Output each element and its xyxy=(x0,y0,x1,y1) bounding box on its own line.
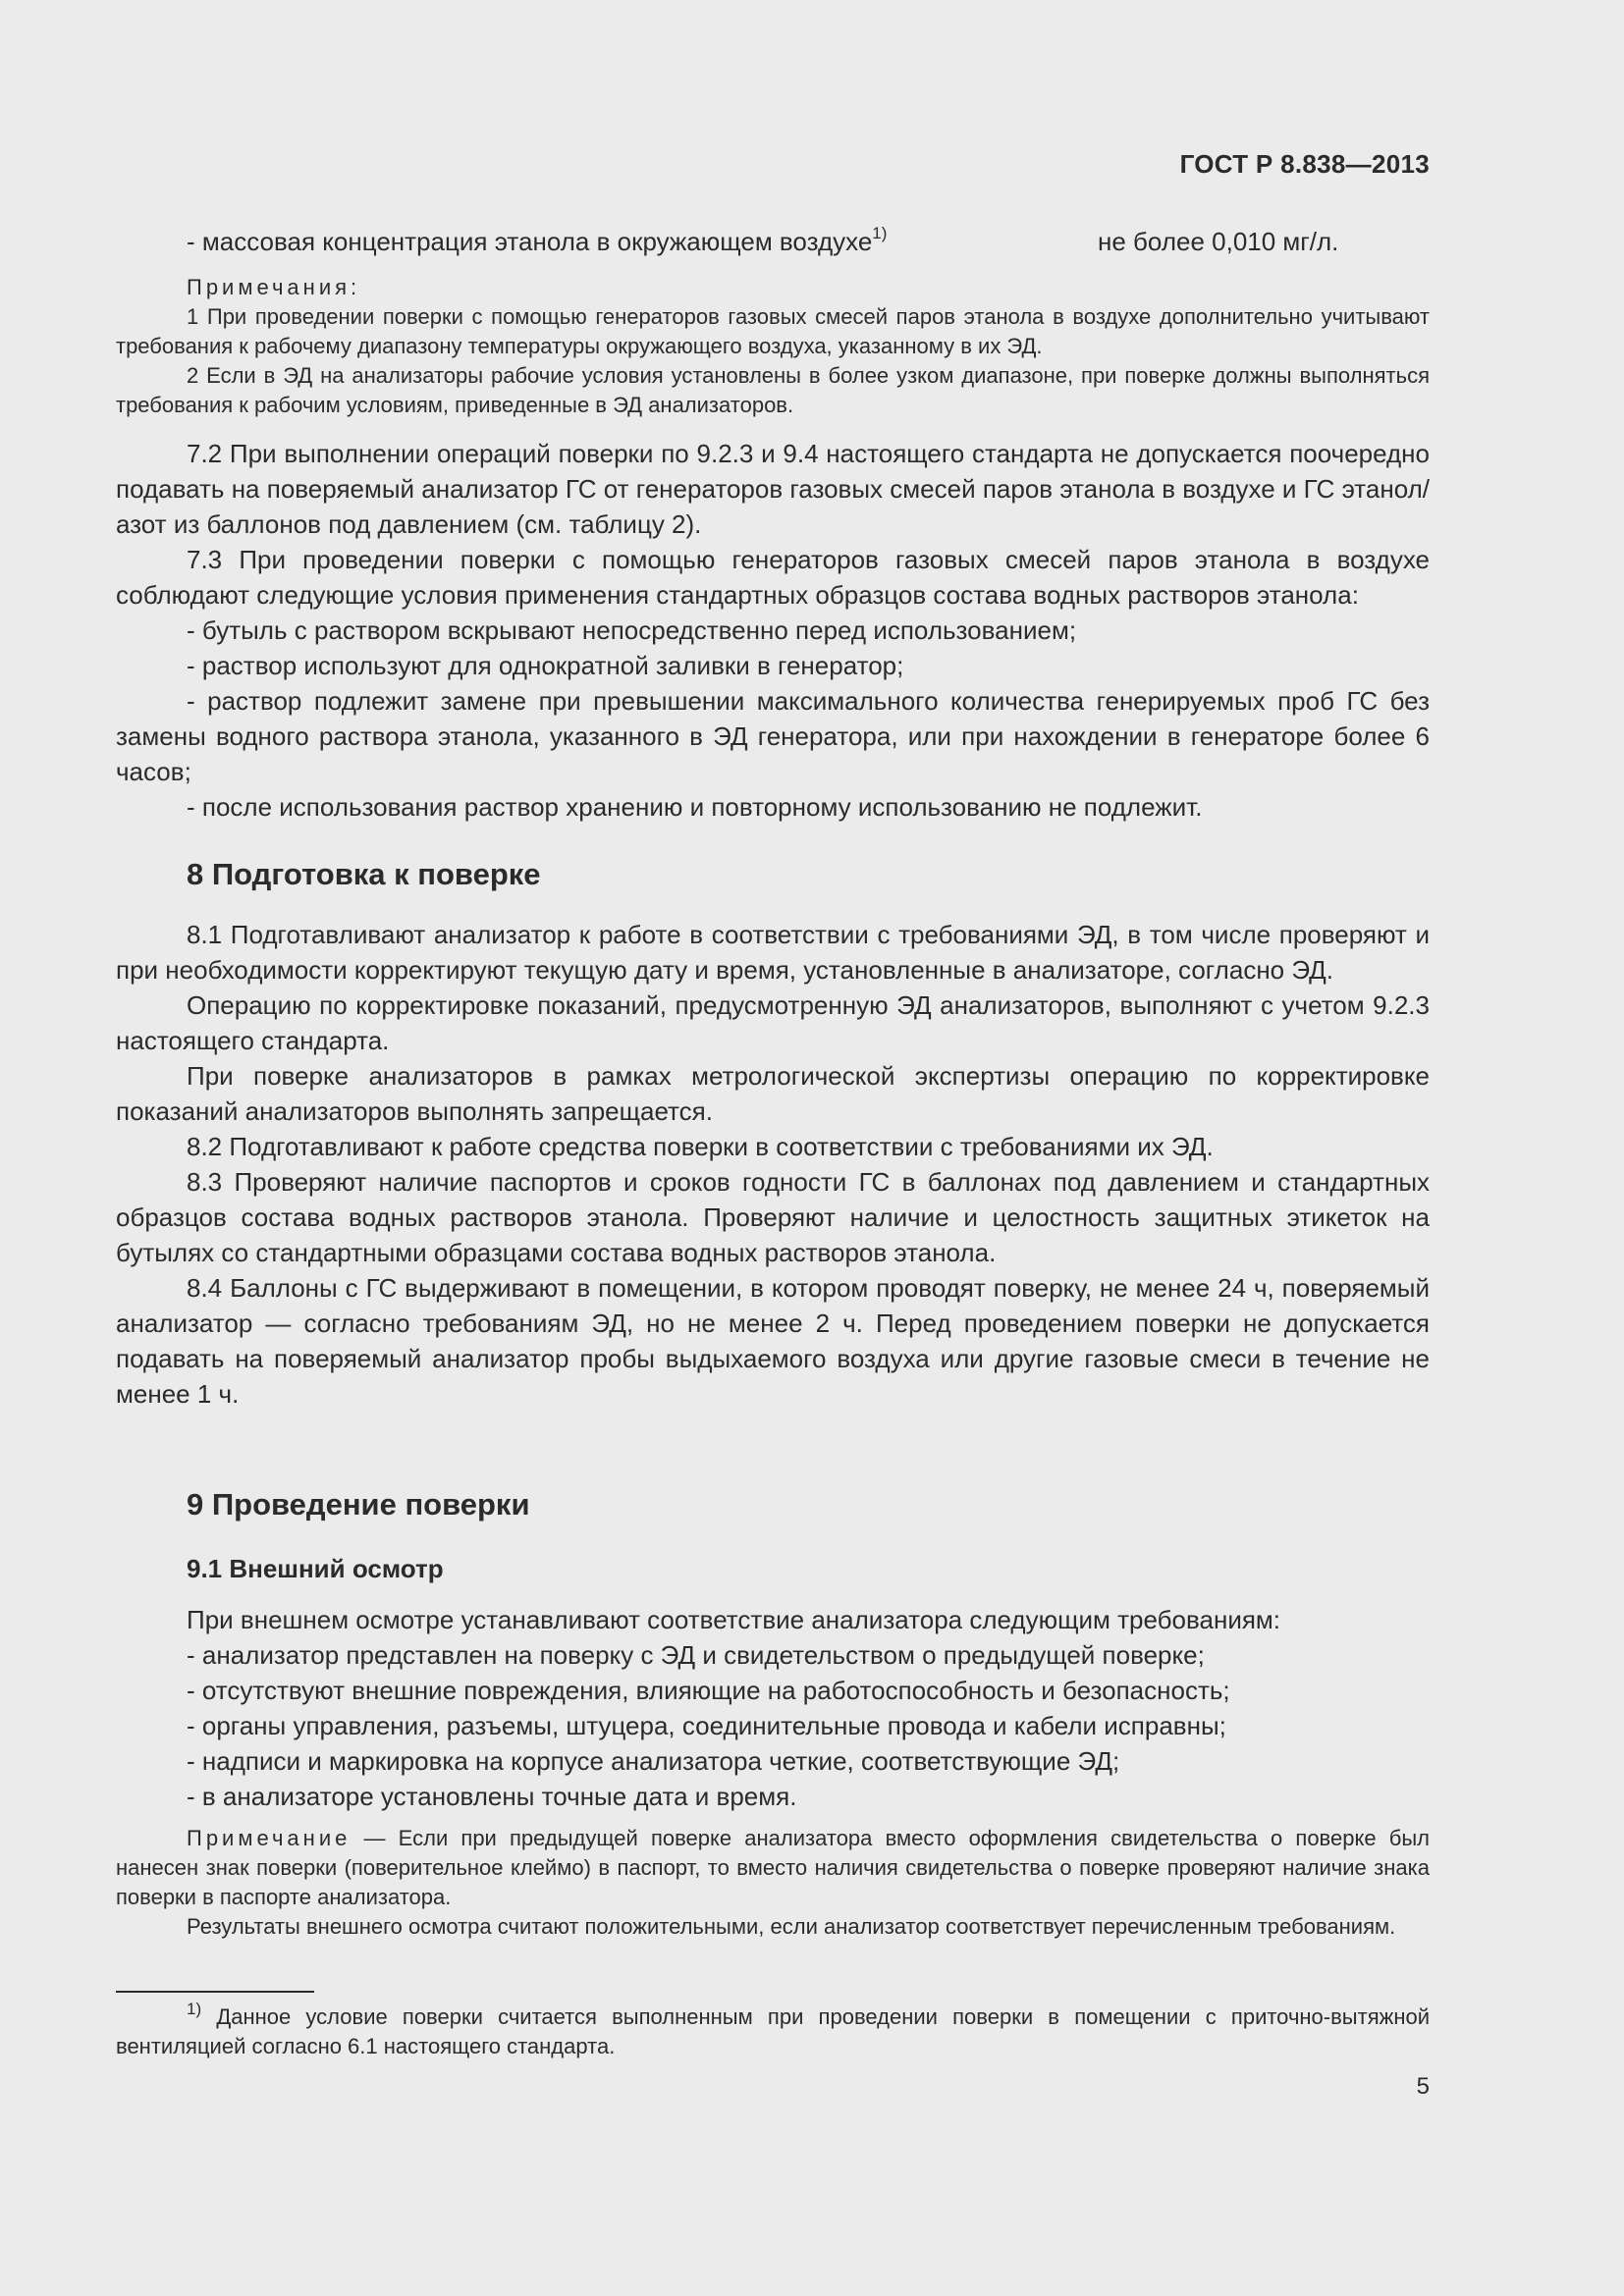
section-7-block xyxy=(116,436,1430,825)
paragraph-8-1b: Операцию по корректировке показаний, предусмотренную ЭД анализаторов, выполняют с учетом 9.2.3 настоящего стандарта. xyxy=(116,990,1430,1055)
notes-title: Примечания: xyxy=(187,275,361,299)
section-9-note-block xyxy=(116,1824,1430,1942)
section-8-heading: 8 Подготовка к поверке xyxy=(187,857,541,891)
section-9-block xyxy=(116,1602,1430,1814)
list-item: - отсутствуют внешние повреждения, влияющие на работоспособность и безопасность; xyxy=(187,1676,1230,1705)
section-9-heading: 9 Проведение поверки xyxy=(187,1487,530,1522)
paragraph-8-3: 8.3 Проверяют наличие паспортов и сроков годности ГС в баллонах под давлением и стандартных образцов состава водных растворов этанола. Проверяют наличие и целостность защитных этикеток на бутылях со стандартными образцами состава водных растворов этанола. xyxy=(116,1167,1430,1267)
section-9-note xyxy=(116,1824,1430,1912)
list-item: - органы управления, разъемы, штуцера, соединительные провода и кабели исправны; xyxy=(187,1711,1226,1740)
top-item-block xyxy=(116,224,1430,259)
footnote xyxy=(116,1999,1430,2061)
doc-number-header: ГОСТ Р 8.838—2013 xyxy=(1179,149,1430,179)
paragraph-8-1: 8.1 Подготавливают анализатор к работе в соответствии с требованиями ЭД, в том числе проверяют и при необходимости корректируют текущую дату и время, установленные в анализаторе, согласно ЭД. xyxy=(116,920,1430,985)
paragraph-8-1c: При поверке анализаторов в рамках метрологической экспертизы операцию по корректировке показаний анализаторов выполнять запрещается. xyxy=(116,1061,1430,1126)
section-8-block xyxy=(116,917,1430,1412)
paragraph-9-1-intro: При внешнем осмотре устанавливают соответствие анализатора следующим требованиям: xyxy=(187,1605,1281,1634)
paragraph-7-2: 7.2 При выполнении операций поверки по 9.2.3 и 9.4 настоящего стандарта не допускается поочередно подавать на поверяемый анализатор ГС от генераторов газовых смесей паров этанола в воздухе и ГС этанол/азот из баллонов под давлением (см. таблицу 2). xyxy=(116,439,1430,539)
top-item-footnote-mark: 1) xyxy=(872,224,888,243)
list-item: - в анализаторе установлены точные дата и время. xyxy=(187,1782,797,1811)
notes-block xyxy=(116,273,1430,420)
list-item: - анализатор представлен на поверку с ЭД и свидетельством о предыдущей поверке; xyxy=(187,1640,1205,1670)
note-label: Примечание xyxy=(187,1826,352,1850)
footnote-rule xyxy=(116,1991,314,1993)
note-2: 2 Если в ЭД на анализаторы рабочие условия установлены в более узком диапазоне, при поверке должны выполняться требования к рабочим условиям, приведенные в ЭД анализаторов. xyxy=(116,363,1430,417)
top-item xyxy=(116,224,1430,259)
top-item-label: - массовая концентрация этанола в окружающем воздухе xyxy=(187,227,873,256)
note-text: — Если при предыдущей поверке анализатора вместо оформления свидетельства о поверке был нанесен знак поверки (поверительное клеймо) в паспорт, то вместо наличия свидетельства о поверке проверяют наличие знака поверки в паспорте анализатора. xyxy=(116,1826,1430,1909)
list-item: - после использования раствор хранению и повторному использованию не подлежит. xyxy=(187,792,1203,822)
footnote-mark: 1) xyxy=(187,1999,202,2018)
paragraph-7-3: 7.3 При проведении поверки с помощью генераторов газовых смесей паров этанола в воздухе соблюдают следующие условия применения стандартных образцов состава водных растворов этанола: xyxy=(116,545,1430,610)
list-item: - раствор используют для однократной заливки в генератор; xyxy=(187,651,904,680)
paragraph-8-2: 8.2 Подготавливают к работе средства поверки в соответствии с требованиями их ЭД. xyxy=(187,1132,1214,1161)
paragraph-8-4: 8.4 Баллоны с ГС выдерживают в помещении, в котором проводят поверку, не менее 24 ч, поверяемый анализатор — согласно требованиям ЭД, но не менее 2 ч. Перед проведением поверки не допускается подавать на поверяемый анализатор пробы выдыхаемого воздуха или другие газовые смеси в течение не менее 1 ч. xyxy=(116,1273,1430,1409)
footnote-block xyxy=(116,1999,1430,2061)
section-9-result: Результаты внешнего осмотра считают положительными, если анализатор соответствует перечисленным требованиям. xyxy=(187,1914,1396,1939)
note-1: 1 При проведении поверки с помощью генераторов газовых смесей паров этанола в воздухе дополнительно учитывают требования к рабочему диапазону температуры окружающего воздуха, указанному в их ЭД. xyxy=(116,304,1430,358)
subsection-9-1-heading: 9.1 Внешний осмотр xyxy=(187,1554,444,1583)
footnote-text: Данное условие поверки считается выполненным при проведении поверки в помещении с приточно-вытяжной вентиляцией согласно 6.1 настоящего стандарта. xyxy=(116,2004,1430,2058)
list-item: - надписи и маркировка на корпусе анализатора четкие, соответствующие ЭД; xyxy=(187,1746,1120,1776)
top-item-value: не более 0,010 мг/л. xyxy=(1098,227,1339,256)
list-item: - бутыль с раствором вскрывают непосредственно перед использованием; xyxy=(187,615,1077,645)
page-number: 5 xyxy=(1416,2073,1430,2100)
list-item: - раствор подлежит замене при превышении максимального количества генерируемых проб ГС без замены водного раствора этанола, указанного в ЭД генератора, или при нахождении в генераторе более 6 часов; xyxy=(116,686,1430,786)
